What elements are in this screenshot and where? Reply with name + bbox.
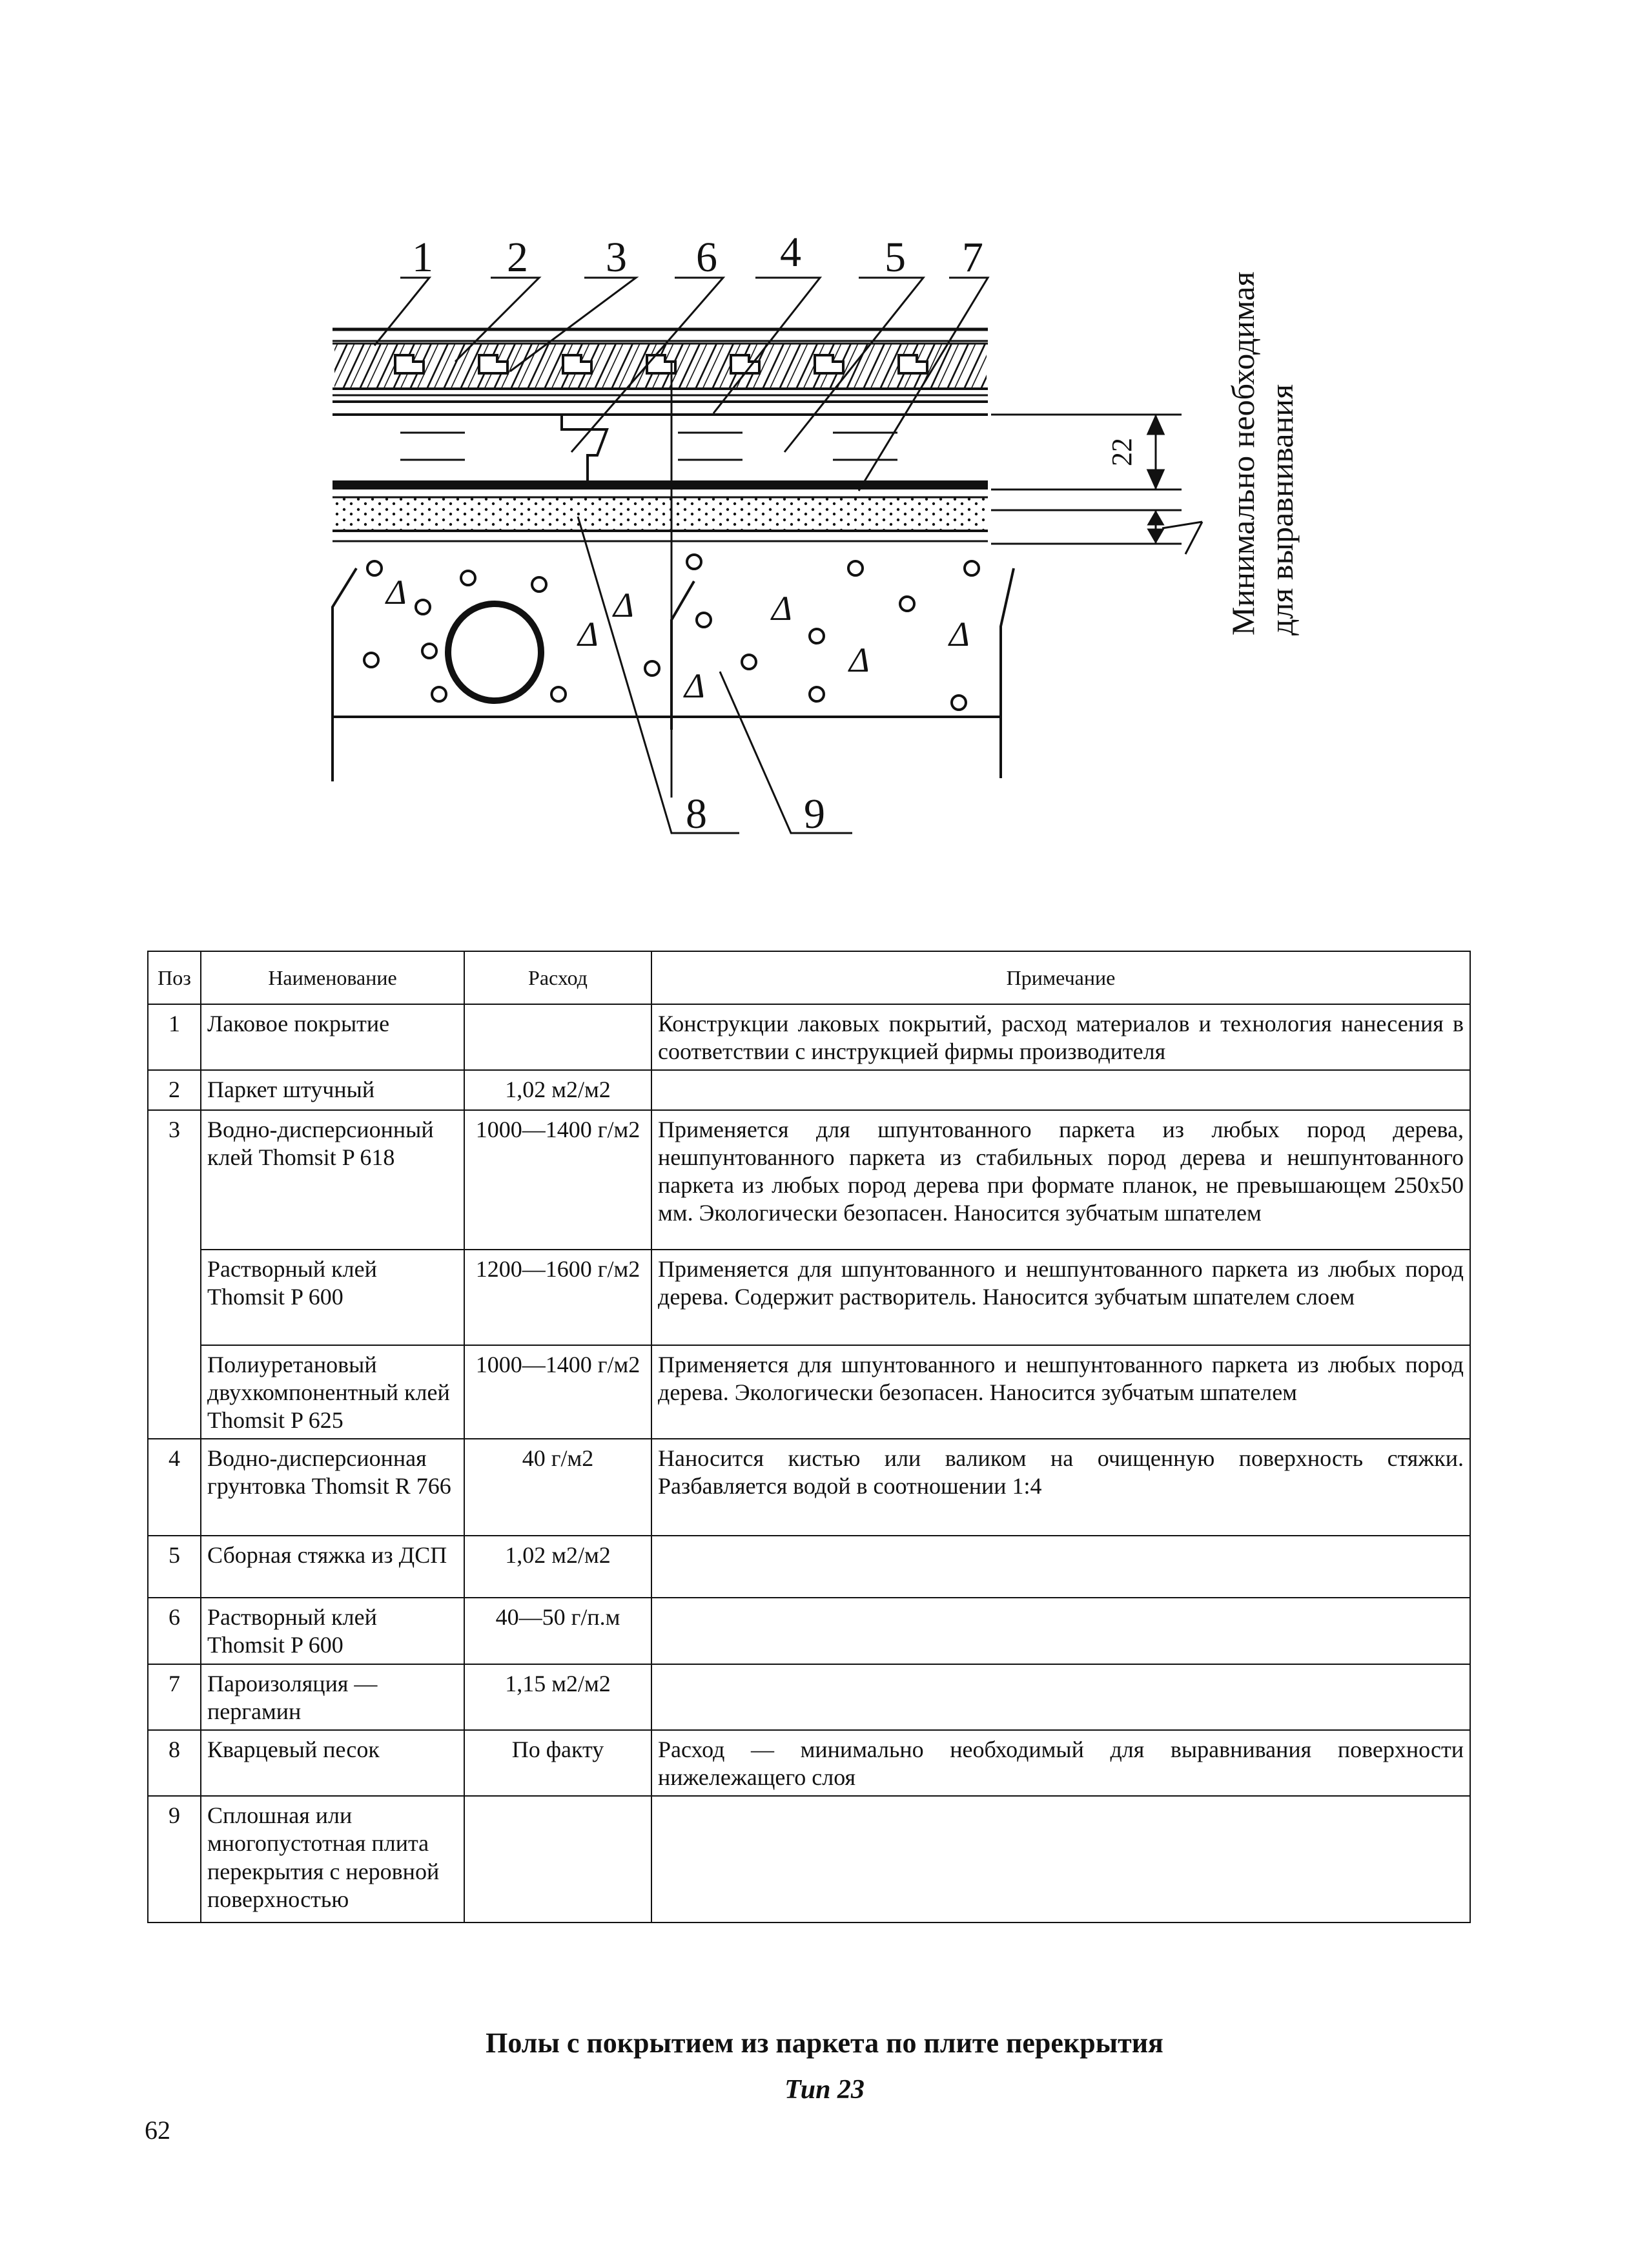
- cell-rate: [464, 1070, 651, 1109]
- cell-rate: [464, 1730, 651, 1796]
- table-row: [148, 1070, 1470, 1109]
- figure-title: Полы с покрытием из паркета по плите перекрытия: [486, 2027, 1163, 2059]
- callout-1: 1: [412, 234, 433, 281]
- cell-name: Водно-дисперсионный клей Thomsit P 618: [201, 1110, 464, 1250]
- cell-rate: [464, 1110, 651, 1250]
- svg-text:Δ: Δ: [684, 666, 705, 705]
- callout-9: 9: [804, 790, 825, 838]
- callout-5: 5: [885, 234, 906, 281]
- rate-unit: 2/м2: [566, 1077, 611, 1103]
- rate-unit: 2: [628, 1351, 640, 1377]
- svg-text:Δ: Δ: [949, 615, 970, 654]
- cell-rate: [464, 1004, 651, 1070]
- rate-unit: 2: [628, 1255, 640, 1282]
- cell-name: Пароизоляция — пергамин: [201, 1664, 464, 1730]
- cell-rate: [464, 1796, 651, 1923]
- cell-pos: 6: [148, 1598, 201, 1664]
- table-row: [148, 1004, 1470, 1070]
- header-note: Примечание: [651, 951, 1470, 1004]
- svg-text:Δ: Δ: [578, 615, 599, 654]
- table-header-row: [148, 951, 1470, 1004]
- floor-slab: [333, 555, 1014, 781]
- header-name: Наименование: [201, 951, 464, 1004]
- callout-8: 8: [686, 790, 707, 838]
- svg-text:Δ: Δ: [849, 641, 870, 679]
- leader-lines-bottom: [578, 517, 852, 833]
- side-note-line-1: Минимально необходимая: [1225, 271, 1261, 635]
- cell-pos: 2: [148, 1070, 201, 1109]
- table-row: [148, 1110, 1470, 1250]
- rate-value: 1200—1600 г/м: [475, 1255, 629, 1282]
- cell-rate: [464, 1598, 651, 1664]
- rate-value: 1,02 м: [505, 1542, 566, 1569]
- parquet-layer: [333, 329, 988, 402]
- table-row: [148, 1250, 1470, 1345]
- cell-rate: [464, 1250, 651, 1345]
- cell-pos: 4: [148, 1439, 201, 1536]
- cell-pos: 8: [148, 1730, 201, 1796]
- materials-table: [147, 951, 1471, 1923]
- table-body: [148, 1004, 1470, 1923]
- aggregate-marks: [385, 573, 970, 705]
- dimension-22: 22: [1106, 438, 1138, 466]
- cell-name: Лаковое покрытие: [201, 1004, 464, 1070]
- header-rate: Расход: [464, 951, 651, 1004]
- callout-2: 2: [507, 234, 528, 281]
- cell-note: Конструкции лаковых покрытий, расход материалов и технология нанесения в соответствии с инструкцией фирмы производителя: [651, 1004, 1470, 1070]
- rate-unit: 2: [628, 1116, 640, 1142]
- callout-3: 3: [606, 234, 627, 281]
- cell-note: [651, 1664, 1470, 1730]
- cell-pos: 5: [148, 1536, 201, 1598]
- rate-unit: 2/м2: [566, 1542, 611, 1569]
- callout-4: 4: [780, 229, 801, 276]
- cell-rate: [464, 1536, 651, 1598]
- side-note-line-2: для выравнивания: [1264, 384, 1300, 635]
- dimension-marks: [991, 415, 1202, 554]
- floor-section-drawing: [0, 0, 1649, 904]
- table-row: [148, 1598, 1470, 1664]
- cell-name: Сборная стяжка из ДСП: [201, 1536, 464, 1598]
- rate-value: 40 г/м: [522, 1445, 582, 1472]
- cell-name: Водно-дисперсионная грунтовка Thomsit R 766: [201, 1439, 464, 1536]
- figure-type: Тип 23: [784, 2075, 865, 2105]
- cell-rate: [464, 1664, 651, 1730]
- callout-6: 6: [696, 234, 717, 281]
- quartz-sand-layer: [333, 497, 988, 541]
- rate-value: 40—50 г/п.м: [495, 1604, 620, 1631]
- cell-note: [651, 1070, 1470, 1109]
- header-pos: Поз: [148, 951, 201, 1004]
- table-row: [148, 1536, 1470, 1598]
- cell-pos: 1: [148, 1004, 201, 1070]
- chipboard-screed-layer: [333, 415, 988, 490]
- cell-note: [651, 1598, 1470, 1664]
- cell-name: Полиуретановый двухкомпонентный клей Thomsit P 625: [201, 1345, 464, 1439]
- rate-unit: 2: [582, 1445, 594, 1472]
- cell-note: Наносится кистью или валиком на очищенную поверхность стяжки. Разбавляется водой в соотношении 1:4: [651, 1439, 1470, 1536]
- cell-note: Расход — минимально необходимый для выравнивания поверхности нижележащего слоя: [651, 1730, 1470, 1796]
- cell-pos: 9: [148, 1796, 201, 1923]
- rate-value: 1000—1400 г/м: [475, 1116, 629, 1142]
- cell-note: Применяется для шпунтованного и нешпунтованного паркета из любых пород дерева. Содержит растворитель. Наносится зубчатым шпателем слоем: [651, 1250, 1470, 1345]
- svg-text:Δ: Δ: [613, 586, 634, 624]
- table-row: [148, 1345, 1470, 1439]
- rate-value: 1,15 м: [505, 1670, 566, 1696]
- rate-value: 1,02 м: [505, 1077, 566, 1103]
- svg-text:Δ: Δ: [386, 573, 407, 612]
- table-row: [148, 1439, 1470, 1536]
- table-row: [148, 1796, 1470, 1923]
- rate-unit: 2/м2: [566, 1670, 611, 1696]
- cell-rate: [464, 1439, 651, 1536]
- svg-text:Δ: Δ: [772, 589, 792, 628]
- cell-pos: 3: [148, 1110, 201, 1439]
- cell-name: Растворный клей Thomsit P 600: [201, 1598, 464, 1664]
- table-row: [148, 1730, 1470, 1796]
- cell-note: Применяется для шпунтованного паркета из любых пород дерева, нешпунтованного паркета из стабильных пород дерева и нешпунтованного паркета из любых пород дерева при формате планок, не превышающем 250х50 мм. Экологически безопасен. Наносится зубчатым шпателем: [651, 1110, 1470, 1250]
- rate-value: По факту: [511, 1736, 604, 1762]
- page-number: 62: [145, 2116, 170, 2145]
- rate-value: 1000—1400 г/м: [475, 1351, 629, 1377]
- table-row: [148, 1664, 1470, 1730]
- cell-name: Сплошная или многопустотная плита перекрытия с неровной поверхностью: [201, 1796, 464, 1923]
- cell-note: [651, 1536, 1470, 1598]
- cell-name: Паркет штучный: [201, 1070, 464, 1109]
- cell-note: [651, 1796, 1470, 1923]
- cell-note: Применяется для шпунтованного и нешпунтованного паркета из любых пород дерева. Экологически безопасен. Наносится зубчатым шпателем: [651, 1345, 1470, 1439]
- cell-name: Кварцевый песок: [201, 1730, 464, 1796]
- callout-7: 7: [962, 234, 983, 281]
- cell-pos: 7: [148, 1664, 201, 1730]
- cell-name: Растворный клей Thomsit P 600: [201, 1250, 464, 1345]
- cell-rate: [464, 1345, 651, 1439]
